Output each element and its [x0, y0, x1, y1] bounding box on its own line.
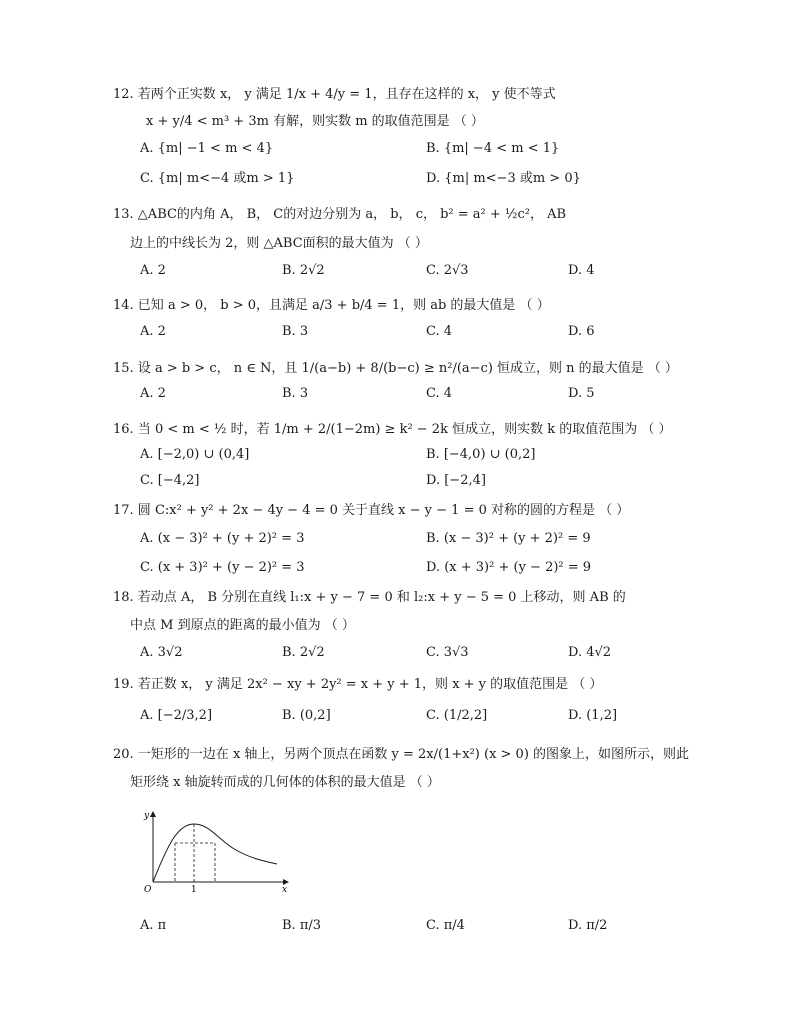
q12-option-a[interactable]: A. {m| −1 < m < 4} — [140, 141, 274, 156]
q13-option-d[interactable]: D. 4 — [568, 263, 595, 278]
q14-option-a[interactable]: A. 2 — [140, 324, 166, 339]
q13-option-c[interactable]: C. 2√3 — [426, 263, 469, 278]
q13-option-a[interactable]: A. 2 — [140, 263, 166, 278]
q16-option-a[interactable]: A. [−2,0) ∪ (0,4] — [140, 447, 250, 462]
q18-line-1: 18. 若动点 A， B 分别在直线 l₁:x + y − 7 = 0 和 l₂:x + y − 5 = 0 上移动，则 AB 的 — [113, 590, 626, 605]
q20-option-a[interactable]: A. π — [140, 918, 167, 933]
y-label: y — [144, 811, 150, 821]
q13-line-2: 边上的中线长为 2，则 △ABC面积的最大值为 （ ） — [130, 236, 428, 251]
tick-label-1: 1 — [191, 885, 197, 894]
q13-option-b[interactable]: B. 2√2 — [282, 263, 325, 278]
q18-option-c[interactable]: C. 3√3 — [426, 645, 469, 660]
q12-option-b[interactable]: B. {m| −4 < m < 1} — [426, 141, 560, 156]
q20-option-b[interactable]: B. π/3 — [282, 918, 322, 933]
q16-option-b[interactable]: B. [−4,0) ∪ (0,2] — [426, 447, 536, 462]
q16-option-d[interactable]: D. [−2,4] — [426, 473, 486, 488]
q12-line-1: 12. 若两个正实数 x， y 满足 1/x + 4/y = 1，且存在这样的 x， y 使不等式 — [113, 87, 556, 102]
q12-option-d[interactable]: D. {m| m<−3 或m > 0} — [426, 171, 581, 186]
function-graph-figure — [138, 806, 298, 894]
q19-option-c[interactable]: C. (1/2,2] — [426, 708, 488, 723]
q20-line-1: 20. 一矩形的一边在 x 轴上，另两个顶点在函数 y = 2x/(1+x²) (x > 0) 的图象上，如图所示，则此 — [113, 747, 690, 762]
q19-option-a[interactable]: A. [−2/3,2] — [140, 708, 213, 723]
q17-option-d[interactable]: D. (x + 3)² + (y − 2)² = 9 — [426, 560, 592, 575]
q16-option-c[interactable]: C. [−4,2] — [140, 473, 200, 488]
q19-option-b[interactable]: B. (0,2] — [282, 708, 331, 723]
q12-line-2: x + y/4 < m³ + 3m 有解，则实数 m 的取值范围是 （ ） — [146, 114, 484, 129]
q17-option-c[interactable]: C. (x + 3)² + (y − 2)² = 3 — [140, 560, 305, 575]
q18-option-a[interactable]: A. 3√2 — [140, 645, 183, 660]
x-label: x — [282, 885, 288, 894]
q16-line-1: 16. 当 0 < m < ½ 时，若 1/m + 2/(1−2m) ≥ k² − 2k 恒成立，则实数 k 的取值范围为 （ ） — [113, 422, 672, 437]
q19-line-1: 19. 若正数 x， y 满足 2x² − xy + 2y² = x + y + 1，则 x + y 的取值范围是 （ ） — [113, 677, 603, 692]
q17-line-1: 17. 圆 C:x² + y² + 2x − 4y − 4 = 0 关于直线 x − y − 1 = 0 对称的圆的方程是 （ ） — [113, 503, 630, 518]
q14-option-d[interactable]: D. 6 — [568, 324, 595, 339]
q15-option-c[interactable]: C. 4 — [426, 386, 453, 401]
q20-line-2: 矩形绕 x 轴旋转而成的几何体的体积的最大值是 （ ） — [130, 775, 440, 790]
q17-option-b[interactable]: B. (x − 3)² + (y + 2)² = 9 — [426, 531, 591, 546]
q15-option-a[interactable]: A. 2 — [140, 386, 166, 401]
q20-option-c[interactable]: C. π/4 — [426, 918, 465, 933]
q14-option-c[interactable]: C. 4 — [426, 324, 453, 339]
q18-option-d[interactable]: D. 4√2 — [568, 645, 612, 660]
q20-option-d[interactable]: D. π/2 — [568, 918, 608, 933]
q14-line-1: 14. 已知 a > 0， b > 0，且满足 a/3 + b/4 = 1，则 ab 的最大值是 （ ） — [113, 298, 550, 313]
q12-option-c[interactable]: C. {m| m<−4 或m > 1} — [140, 171, 295, 186]
q14-option-b[interactable]: B. 3 — [282, 324, 309, 339]
q17-option-a[interactable]: A. (x − 3)² + (y + 2)² = 3 — [140, 531, 305, 546]
q15-option-d[interactable]: D. 5 — [568, 386, 595, 401]
q18-option-b[interactable]: B. 2√2 — [282, 645, 325, 660]
q19-option-d[interactable]: D. (1,2] — [568, 708, 618, 723]
origin-label: O — [144, 885, 152, 894]
q15-option-b[interactable]: B. 3 — [282, 386, 309, 401]
q13-line-1: 13. △ABC的内角 A， B， C的对边分别为 a， b， c， b² = a² + ½c²， AB — [113, 207, 567, 222]
q18-line-2: 中点 M 到原点的距离的最小值为 （ ） — [130, 618, 355, 633]
q15-line-1: 15. 设 a > b > c， n ∈ N，且 1/(a−b) + 8/(b−c) ≥ n²/(a−c) 恒成立，则 n 的最大值是 （ ） — [113, 361, 678, 376]
